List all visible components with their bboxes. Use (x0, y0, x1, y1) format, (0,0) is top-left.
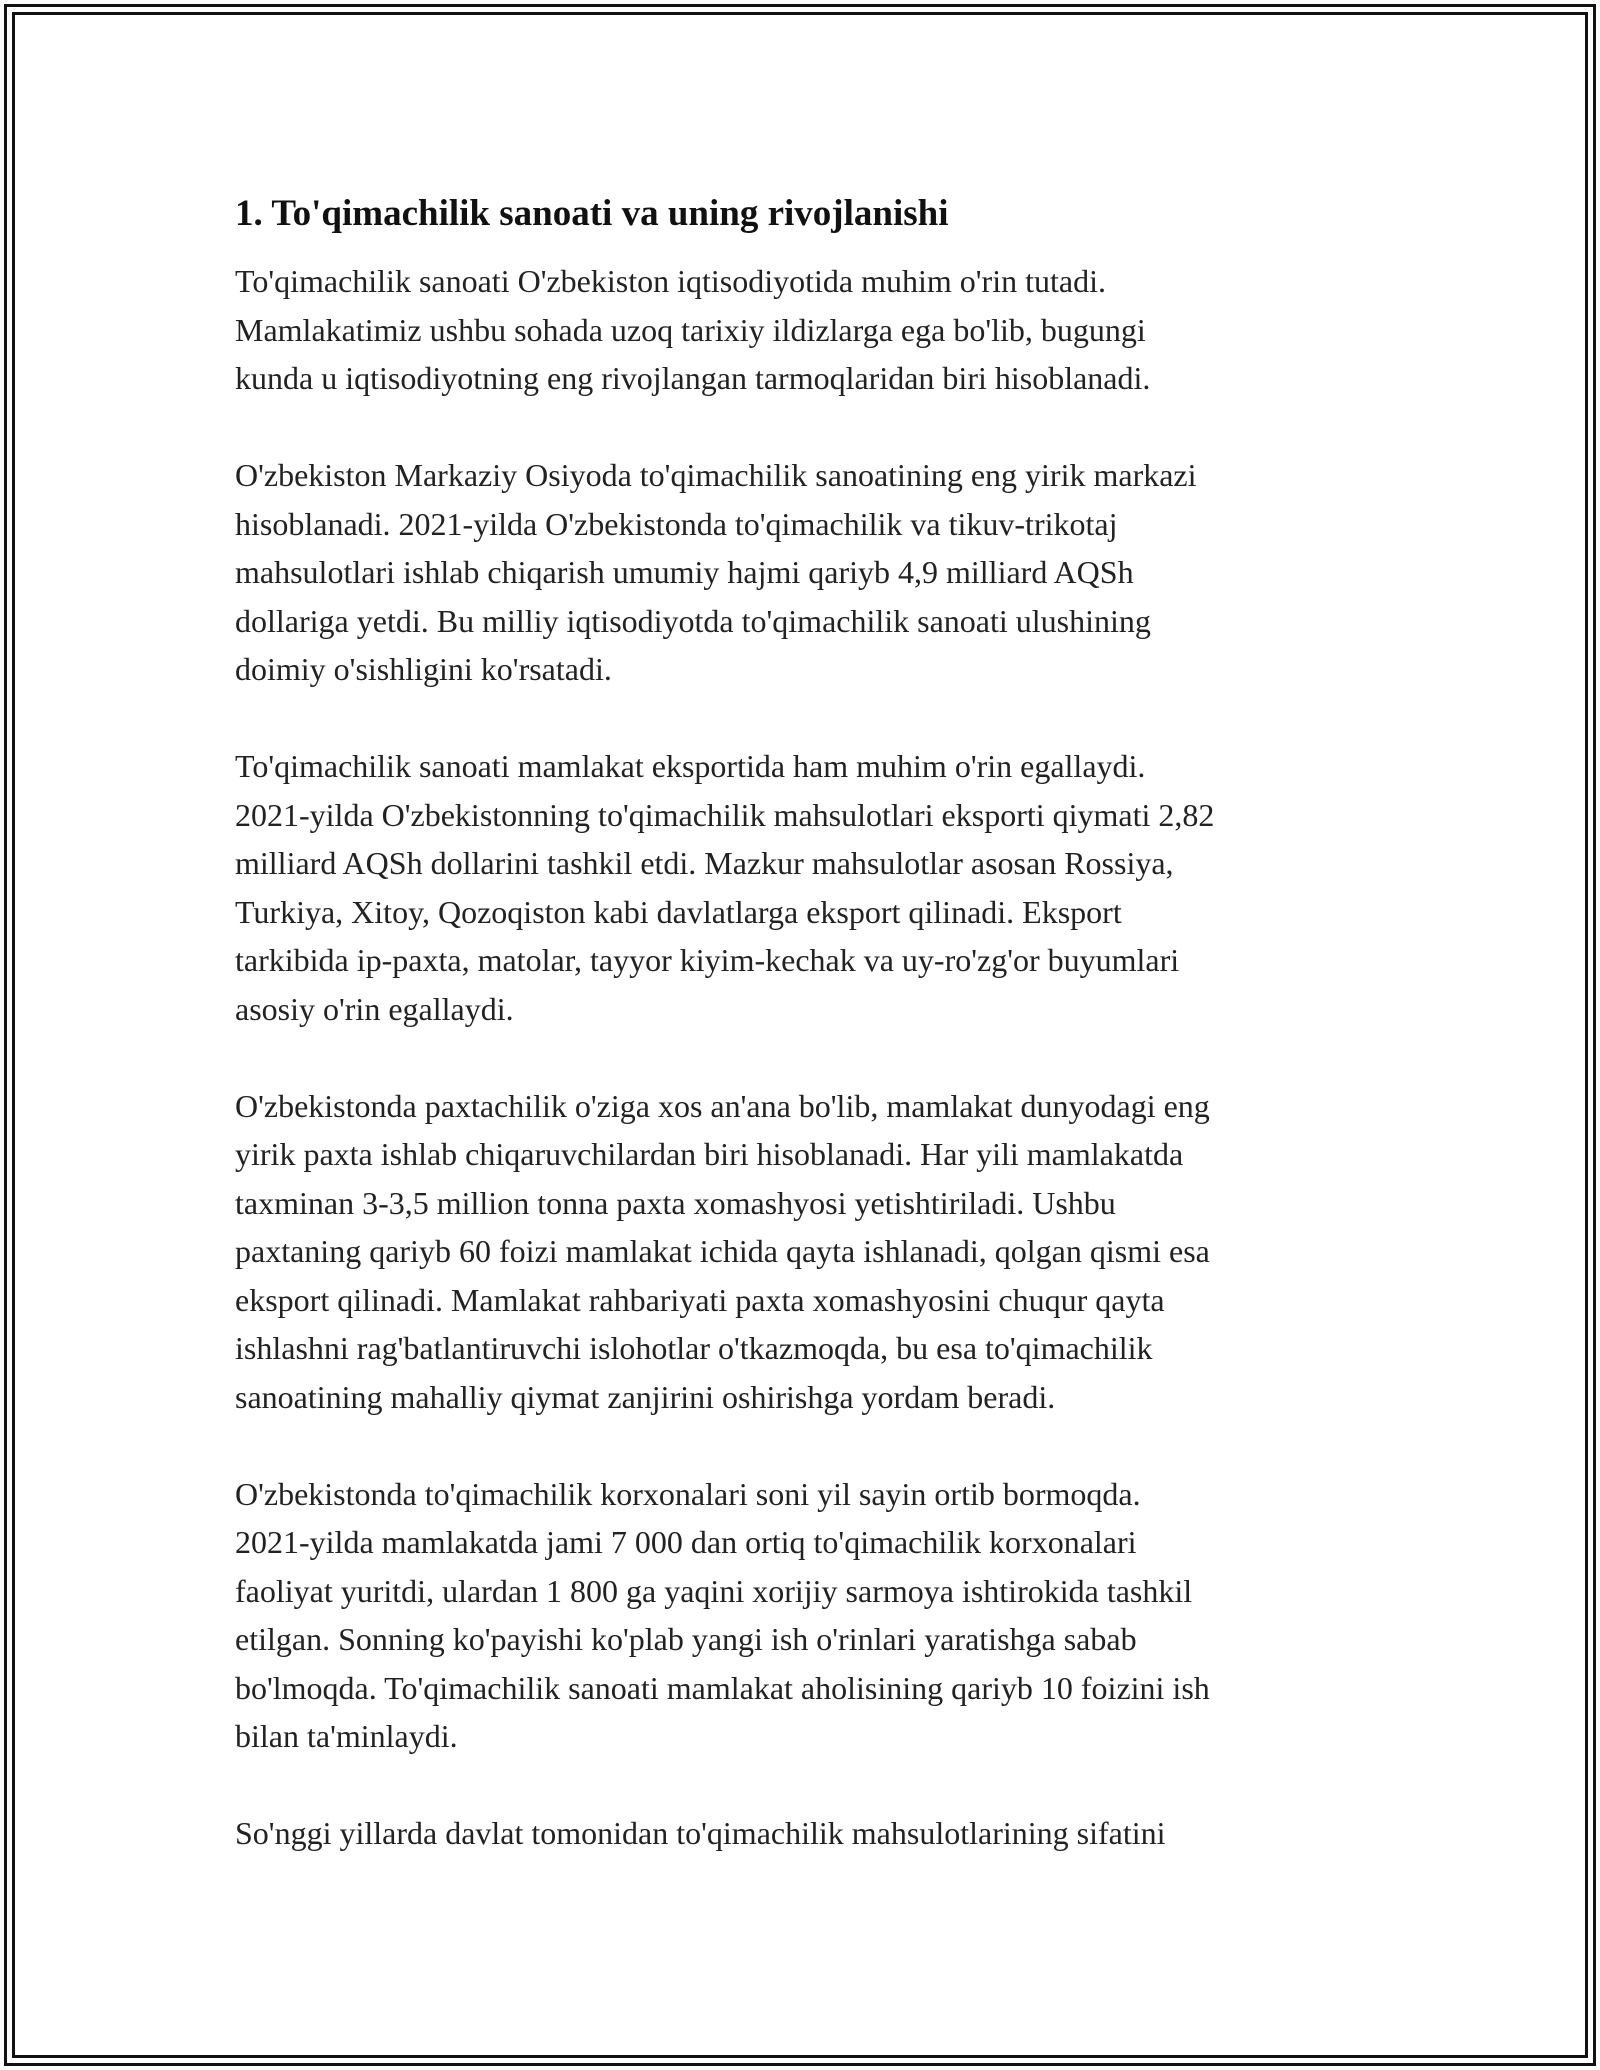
text-line: 2021-yilda mamlakatda jami 7 000 dan ortiq to'qimachilik korxonalari (235, 1524, 1137, 1560)
text-line: paxtaning qariyb 60 foizi mamlakat ichida qayta ishlanadi, qolgan qismi esa (235, 1233, 1210, 1269)
text-line: ishlashni rag'batlantiruvchi islohotlar o'tkazmoqda, bu esa to'qimachilik (235, 1330, 1153, 1366)
text-line: eksport qilinadi. Mamlakat rahbariyati paxta xomashyosini chuqur qayta (235, 1281, 1165, 1318)
text-line: 2021-yilda O'zbekistonning to'qimachilik mahsulotlari eksporti qiymati 2,82 (235, 796, 1215, 833)
text-line: dollariga yetdi. Bu milliy iqtisodiyotda to'qimachilik sanoati ulushining (235, 602, 1151, 639)
text-line: faoliyat yuritdi, ulardan 1 800 ga yaqini xorijiy sarmoya ishtirokida tashkil (235, 1572, 1193, 1609)
paragraph-5 (235, 1470, 1375, 1761)
text-line: kunda u iqtisodiyotning eng rivojlangan tarmoqlaridan biri hisoblanadi. (235, 360, 1151, 396)
text-line: To'qimachilik sanoati mamlakat eksportida ham muhim o'rin egallaydi. (235, 748, 1146, 784)
text-line: asosiy o'rin egallaydi. (235, 990, 514, 1027)
text-line: yirik paxta ishlab chiqaruvchilardan biri hisoblanadi. Har yili mamlakatda (235, 1136, 1184, 1172)
text-line: hisoblanadi. 2021-yilda O'zbekistonda to'qimachilik va tikuv-trikotaj (235, 505, 1118, 542)
text-line: sanoatining mahalliy qiymat zanjirini oshirishga yordam beradi. (235, 1378, 1056, 1415)
text-line: Mamlakatimiz ushbu sohada uzoq tarixiy ildizlarga ega bo'lib, bugungi (235, 311, 1146, 348)
page-title: 1. To'qimachilik sanoati va uning rivojlanishi (235, 193, 949, 234)
text-line: bilan ta'minlaydi. (235, 1718, 458, 1754)
paragraph-3 (235, 742, 1375, 1033)
text-line: taxminan 3-3,5 million tonna paxta xomashyosi yetishtiriladi. Ushbu (235, 1184, 1116, 1221)
text-line: O'zbekistonda to'qimachilik korxonalari soni yil sayin ortib bormoqda. (235, 1475, 1141, 1512)
text-line: So'nggi yillarda davlat tomonidan to'qimachilik mahsulotlarining sifatini (235, 1815, 1166, 1851)
text-line: doimiy o'sishligini ko'rsatadi. (235, 651, 612, 687)
paragraph-2 (235, 451, 1375, 694)
paragraph-6 (235, 1809, 1375, 1858)
document-body (235, 188, 1375, 1906)
text-line: milliard AQSh dollarini tashkil etdi. Mazkur mahsulotlar asosan Rossiya, (235, 845, 1174, 881)
text-line: bo'lmoqda. To'qimachilik sanoati mamlakat aholisining qariyb 10 foizini ish (235, 1669, 1210, 1706)
paragraph-4 (235, 1082, 1375, 1422)
text-line: mahsulotlari ishlab chiqarish umumiy hajmi qariyb 4,9 milliard AQSh (235, 554, 1134, 590)
text-line: etilgan. Sonning ko'payishi ko'plab yangi ish o'rinlari yaratishga sabab (235, 1621, 1137, 1657)
text-line: Turkiya, Xitoy, Qozoqiston kabi davlatlarga eksport qilinadi. Eksport (235, 893, 1122, 930)
paragraph-1 (235, 257, 1375, 403)
text-line: O'zbekistonda paxtachilik o'ziga xos an'ana bo'lib, mamlakat dunyodagi eng (235, 1087, 1210, 1124)
text-line: O'zbekiston Markaziy Osiyoda to'qimachilik sanoatining eng yirik markazi (235, 457, 1197, 493)
text-line: To'qimachilik sanoati O'zbekiston iqtisodiyotida muhim o'rin tutadi. (235, 263, 1106, 299)
text-line: tarkibida ip-paxta, matolar, tayyor kiyim-kechak va uy-ro'zg'or buyumlari (235, 942, 1180, 978)
